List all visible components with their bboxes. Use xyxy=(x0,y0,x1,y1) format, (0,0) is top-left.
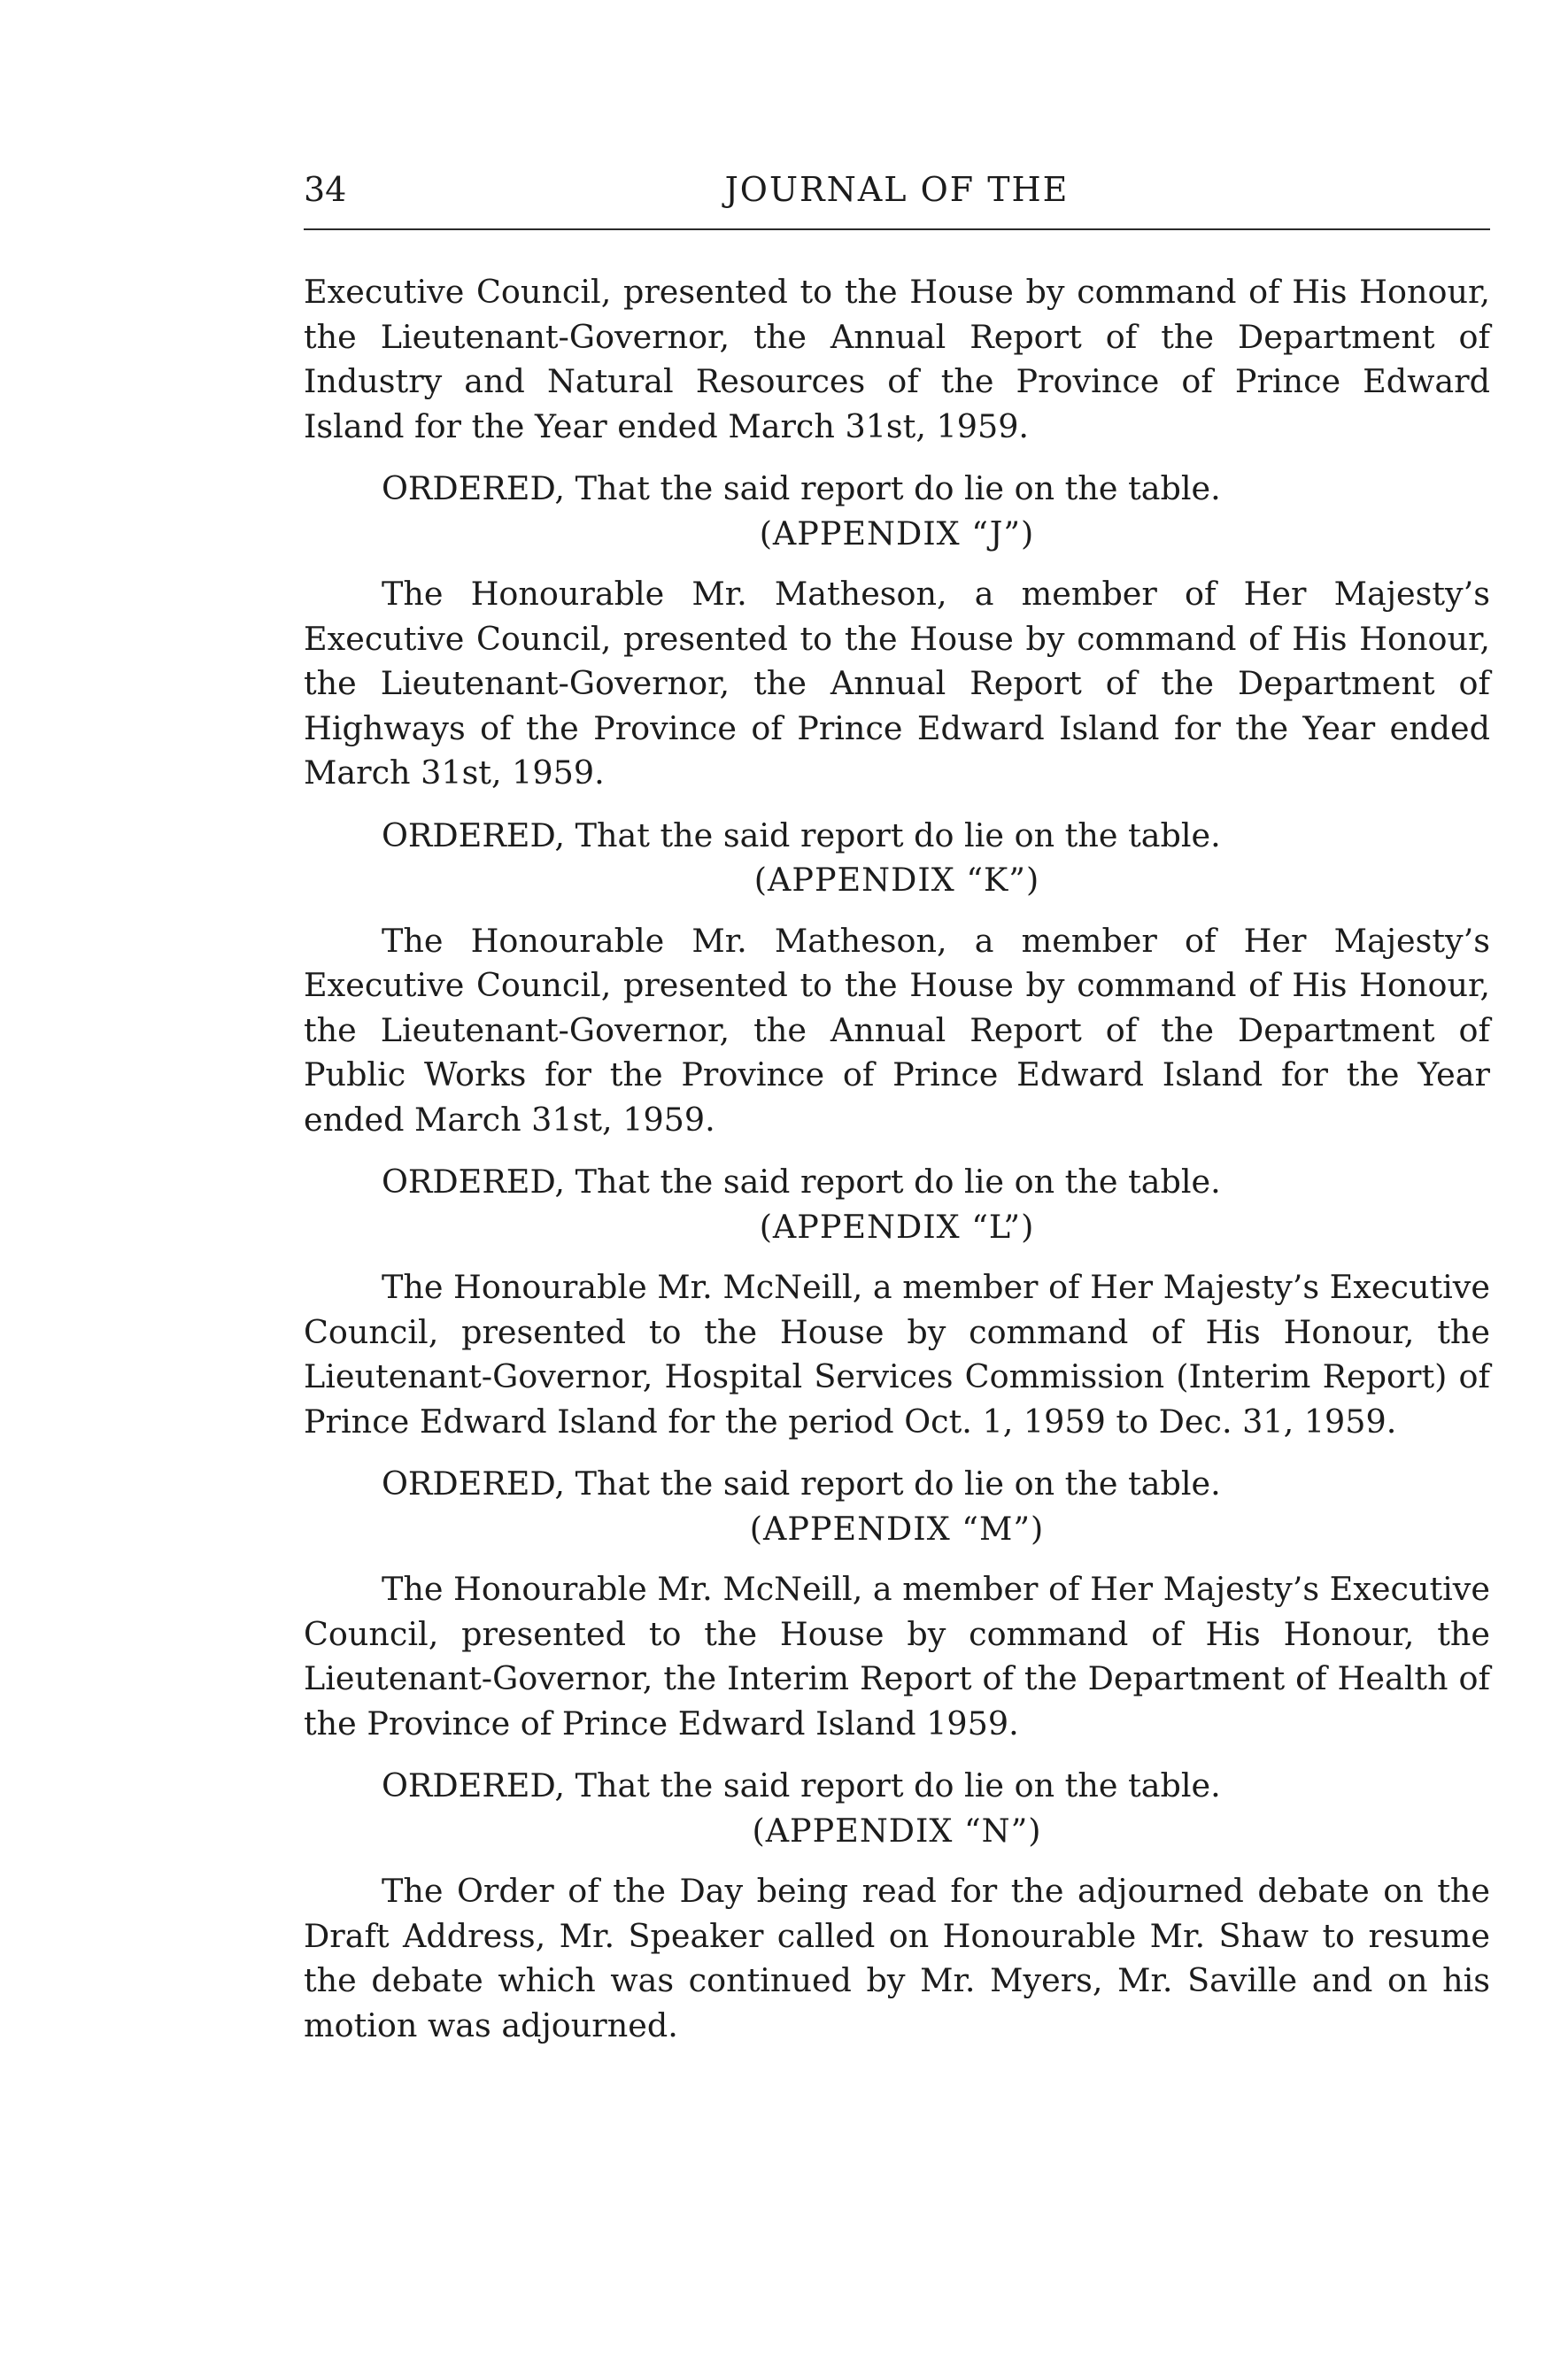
entry-appendix-m xyxy=(304,1265,1490,1551)
appendix-reference: (APPENDIX “M”) xyxy=(749,1509,1045,1548)
ordered-statement: ORDERED, That the said report do lie on the table. xyxy=(382,815,1221,854)
page-header xyxy=(304,168,1490,221)
ordered-statement: ORDERED, That the said report do lie on the table. xyxy=(382,1163,1221,1201)
entry-paragraph: Executive Council, presented to the House by command of His Honour, the Lieutenant-Governor, the Annual Report of the Department of Industry and Natural Resources of the Province of Prince Edward Island for the Year ended March 31st, 1959. xyxy=(304,273,1490,445)
entry-appendix-k xyxy=(304,572,1490,903)
page-number: 34 xyxy=(304,170,347,209)
entry-paragraph: The Honourable Mr. McNeill, a member of Her Majesty’s Executive Council, presented to the House by command of His Honour, the Lieutenant-Governor, the Interim Report of the Department of Health of the Province of Prince Edward Island 1959. xyxy=(304,1570,1491,1742)
appendix-reference: (APPENDIX “J”) xyxy=(759,514,1035,552)
header-rule xyxy=(304,228,1490,230)
entry-appendix-n xyxy=(304,1567,1490,1853)
running-head: JOURNAL OF THE xyxy=(724,170,1070,209)
entry-appendix-j xyxy=(304,270,1490,556)
appendix-reference: (APPENDIX “L”) xyxy=(759,1207,1035,1246)
entry-paragraph: The Honourable Mr. Matheson, a member of Her Majesty’s Executive Council, presented to the House by command of His Honour, the Lieutenant-Governor, the Annual Report of the Department of Public Works for the Province of Prince Edward Island for the Year ended March 31st, 1959. xyxy=(304,921,1490,1139)
appendix-reference: (APPENDIX “N”) xyxy=(752,1811,1042,1850)
ordered-statement: ORDERED, That the said report do lie on the table. xyxy=(382,1766,1221,1804)
closing-paragraph: The Order of the Day being read for the adjourned debate on the Draft Address, Mr. Speaker called on Honourable Mr. Shaw to resume the debate which was continued by Mr. Myers, Mr. Saville and on his motion was adjourned. xyxy=(304,1872,1490,2044)
ordered-statement: ORDERED, That the said report do lie on the table. xyxy=(382,1464,1221,1503)
journal-body xyxy=(304,270,1490,2048)
appendix-reference: (APPENDIX “K”) xyxy=(753,861,1040,899)
ordered-statement: ORDERED, That the said report do lie on the table. xyxy=(382,469,1221,507)
entry-paragraph: The Honourable Mr. Matheson, a member of Her Majesty’s Executive Council, presented to the House by command of His Honour, the Lieutenant-Governor, the Annual Report of the Department of Highways of the Province of Prince Edward Island for the Year ended March 31st, 1959. xyxy=(304,575,1490,792)
entry-appendix-l xyxy=(304,919,1490,1250)
entry-paragraph: The Honourable Mr. McNeill, a member of Her Majesty’s Executive Council, presented to the House by command of His Honour, the Lieutenant-Governor, Hospital Services Commission (Interim Report) of Prince Edward Island for the period Oct. 1, 1959 to Dec. 31, 1959. xyxy=(304,1268,1491,1441)
